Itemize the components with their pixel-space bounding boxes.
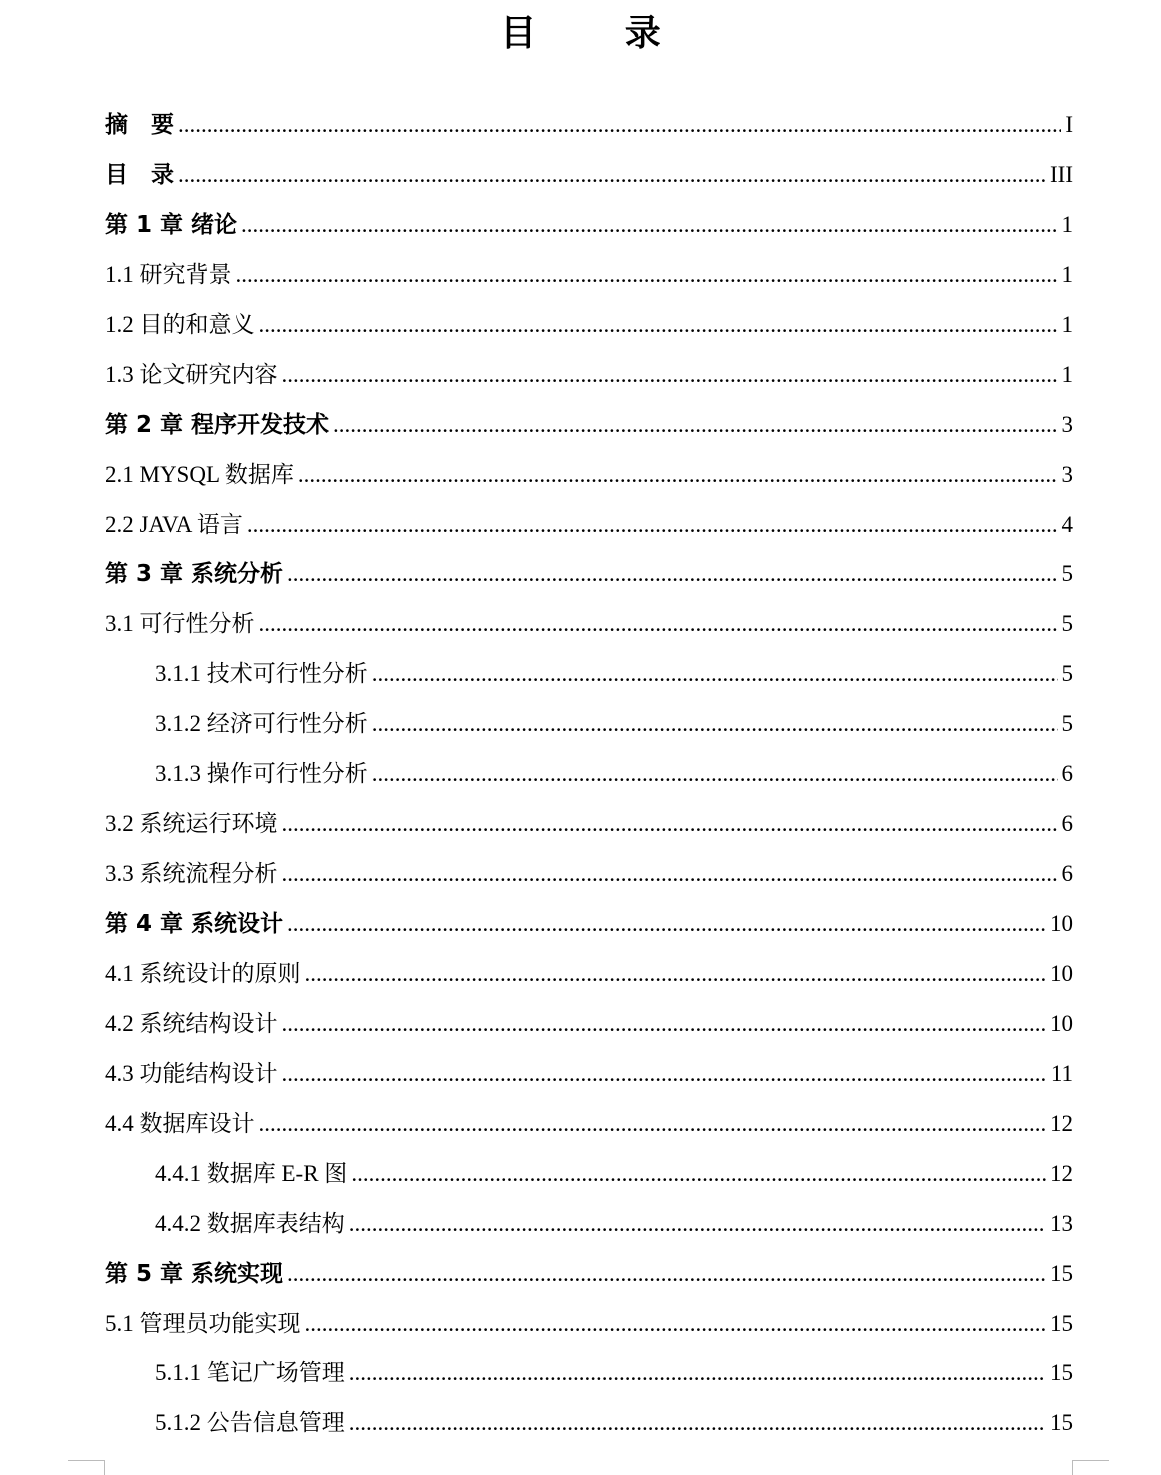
toc-entry-2-2[interactable] [105,500,1073,550]
toc-entry-label: 摘 要 [105,112,174,138]
dot-leader [259,599,1058,649]
toc-entry-label: 1.3 论文研究内容 [105,361,278,387]
dot-leader [351,1149,1046,1199]
toc-entry-page: 5 [1061,611,1073,637]
toc-entry-label: 3.3 系统流程分析 [105,861,278,887]
dot-leader [372,699,1058,749]
dot-leader [259,1099,1047,1149]
dot-leader [372,649,1058,699]
toc-entry-4-4[interactable] [105,1099,1073,1149]
toc-entry-label: 2.1 MYSQL 数据库 [105,461,294,487]
toc-entry-page: 13 [1050,1210,1073,1236]
dot-leader [287,899,1046,949]
dot-leader [259,300,1058,350]
toc-entry-page: 10 [1050,1010,1073,1036]
dot-leader [349,1348,1046,1398]
toc-entry-page: 10 [1050,911,1073,936]
toc-entry-page: 12 [1050,1160,1073,1186]
toc-entry-page: 11 [1050,1060,1073,1086]
toc-entry-4-1[interactable] [105,949,1073,999]
toc-entry-1-1[interactable] [105,250,1073,300]
toc-entry-page: 6 [1061,761,1073,787]
dot-leader [236,250,1058,300]
toc-entry-label: 3.2 系统运行环境 [105,811,278,837]
toc-entry-page: 15 [1050,1260,1073,1286]
toc-entry-chapter-4[interactable] [105,899,1073,949]
toc-entry-chapter-2[interactable] [105,400,1073,450]
toc-entry-page: 1 [1061,211,1073,237]
dot-leader [241,200,1057,250]
toc-entry-label: 5.1.1 笔记广场管理 [155,1360,345,1386]
toc-entry-4-4-1[interactable] [105,1149,1073,1199]
table-of-contents [105,100,1073,1448]
toc-entry-page: 6 [1061,861,1073,887]
toc-entry-label: 3.1.3 操作可行性分析 [155,761,368,787]
toc-entry-label: 4.2 系统结构设计 [105,1010,278,1036]
toc-entry-page: 1 [1061,261,1073,287]
toc-entry-abstract[interactable] [105,100,1073,150]
toc-entry-3-1-3[interactable] [105,749,1073,799]
toc-entry-label: 3.1.1 技术可行性分析 [155,661,368,687]
toc-entry-contents[interactable] [105,150,1073,200]
dot-leader [333,400,1057,450]
toc-entry-label: 4.4 数据库设计 [105,1110,255,1136]
toc-entry-page: 1 [1061,311,1073,337]
dot-leader [247,500,1058,550]
toc-entry-page: 1 [1061,361,1073,387]
page-corner-mark-right [1072,1460,1109,1475]
toc-entry-5-1-1[interactable] [105,1348,1073,1398]
toc-entry-label: 2.2 JAVA 语言 [105,511,243,537]
toc-entry-page: 5 [1061,561,1073,587]
toc-entry-3-2[interactable] [105,799,1073,849]
toc-entry-label: 目 录 [105,161,174,188]
toc-entry-label: 5.1.2 公告信息管理 [155,1410,345,1436]
toc-entry-page: 10 [1050,960,1073,986]
toc-entry-label: 第 4 章 系统设计 [105,911,284,937]
dot-leader [282,1049,1047,1099]
toc-entry-label: 4.4.1 数据库 E-R 图 [155,1160,348,1186]
toc-entry-3-1-1[interactable] [105,649,1073,699]
dot-leader [287,1249,1046,1299]
toc-entry-chapter-3[interactable] [105,549,1073,599]
dot-leader [178,150,1046,200]
toc-title: 目 录 [500,13,699,54]
toc-entry-3-1[interactable] [105,599,1073,649]
toc-entry-5-1[interactable] [105,1299,1073,1349]
dot-leader [349,1398,1046,1448]
toc-entry-chapter-1[interactable] [105,200,1073,250]
dot-leader [349,1199,1046,1249]
toc-entry-5-1-2[interactable] [105,1398,1073,1448]
dot-leader [305,949,1047,999]
toc-entry-page: III [1050,161,1073,187]
dot-leader [372,749,1058,799]
toc-entry-chapter-5[interactable] [105,1249,1073,1299]
toc-entry-page: 5 [1061,661,1073,687]
dot-leader [305,1299,1047,1349]
toc-entry-page: 3 [1061,461,1073,487]
toc-entry-3-3[interactable] [105,849,1073,899]
toc-entry-page: 15 [1050,1310,1073,1336]
toc-entry-label: 3.1 可行性分析 [105,611,255,637]
toc-entry-page: 15 [1050,1360,1073,1386]
dot-leader [282,799,1058,849]
toc-entry-4-4-2[interactable] [105,1199,1073,1249]
toc-entry-2-1[interactable] [105,450,1073,500]
toc-entry-label: 第 3 章 系统分析 [105,561,284,588]
toc-entry-4-3[interactable] [105,1049,1073,1099]
toc-entry-page: 12 [1050,1110,1073,1136]
page-corner-mark-left [68,1460,105,1475]
toc-entry-4-2[interactable] [105,999,1073,1049]
toc-entry-page: 15 [1050,1410,1073,1436]
toc-entry-label: 4.3 功能结构设计 [105,1060,278,1086]
toc-entry-page: 3 [1061,411,1073,437]
dot-leader [282,999,1047,1049]
toc-entry-page: 5 [1061,711,1073,737]
toc-entry-label: 第 1 章 绪论 [105,211,238,238]
dot-leader [282,849,1058,899]
toc-entry-label: 1.1 研究背景 [105,261,232,287]
toc-entry-label: 4.4.2 数据库表结构 [155,1210,345,1236]
dot-leader [298,450,1058,500]
toc-entry-page: 4 [1061,511,1073,537]
toc-entry-1-3[interactable] [105,350,1073,400]
dot-leader [282,350,1058,400]
toc-entry-page: 6 [1061,811,1073,837]
toc-entry-1-2[interactable] [105,300,1073,350]
toc-entry-label: 4.1 系统设计的原则 [105,960,301,986]
toc-entry-label: 3.1.2 经济可行性分析 [155,711,368,737]
toc-entry-label: 5.1 管理员功能实现 [105,1310,301,1336]
dot-leader [178,100,1061,150]
toc-entry-label: 1.2 目的和意义 [105,311,255,337]
toc-entry-3-1-2[interactable] [105,699,1073,749]
toc-entry-page: I [1065,112,1073,137]
toc-entry-label: 第 2 章 程序开发技术 [105,411,330,438]
dot-leader [287,549,1057,599]
toc-entry-label: 第 5 章 系统实现 [105,1260,284,1287]
